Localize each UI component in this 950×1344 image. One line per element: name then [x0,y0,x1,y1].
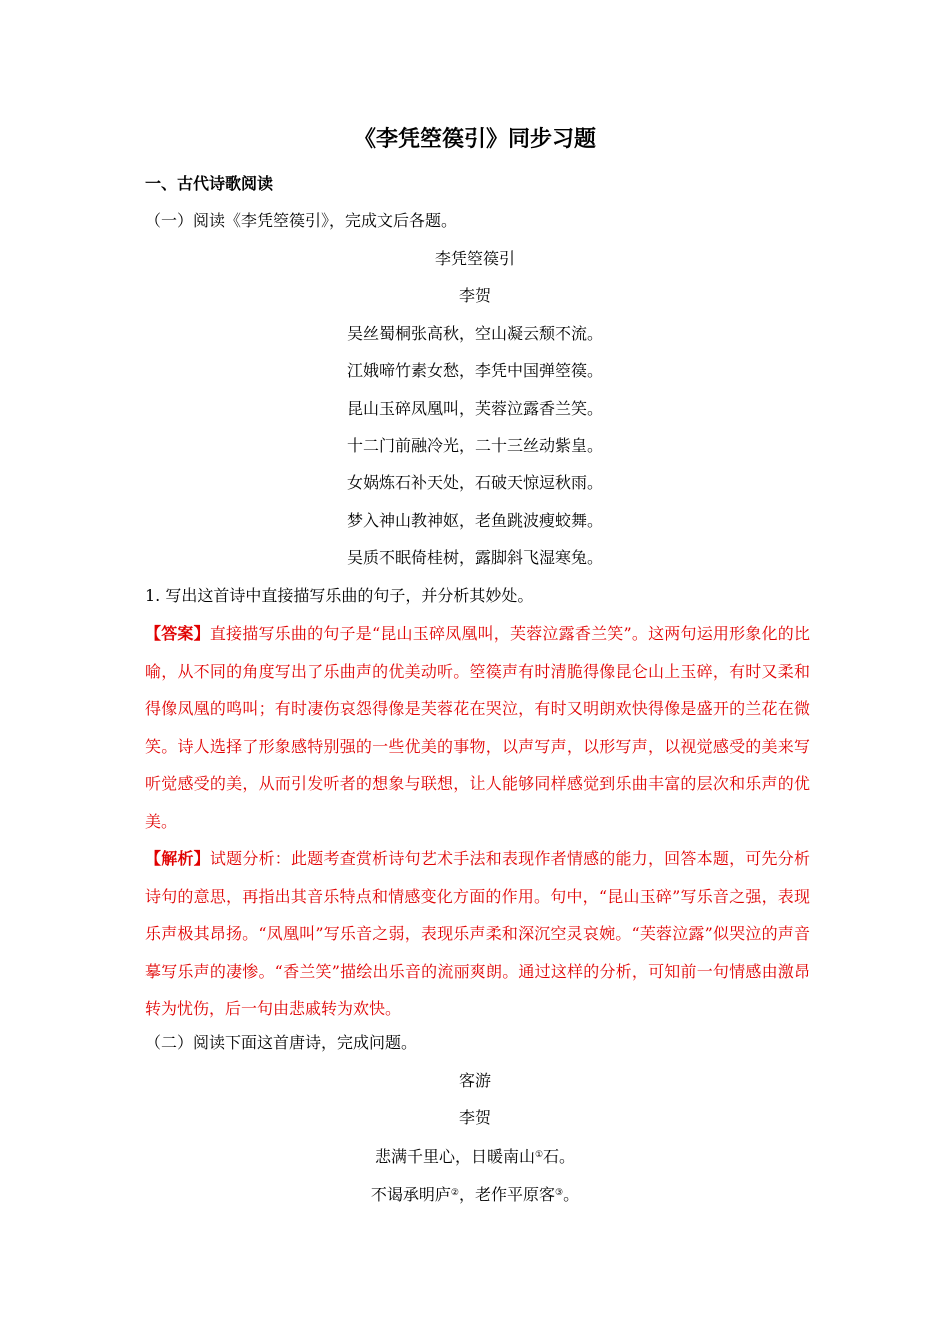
page-title: 《李凭箜篌引》同步习题 [353,127,596,152]
poem1-line: 梦入神山教神妪，老鱼跳波瘦蛟舞。 [346,511,603,530]
analysis-text: 试题分析：此题考查赏析诗句艺术手法和表现作者情感的能力，回答本题，可先分析诗句的意思，再指出其音乐特点和情感变化方面的作用。句中，“昆山玉碎”写乐音之强，表现乐声极其昂扬。“凤凰叫”写乐音之弱，表现乐声柔和深沉空灵哀婉。“芙蓉泣露”似哭泣的声音摹写乐声的凄惨。“香兰笑”描绘出乐音的流丽爽朗。通过这样的分析，可知前一句情感由激昂转为忧伤，后一句由悲戚转为欢快。 [145,849,810,1018]
part2-intro: （二）阅读下面这首唐诗，完成问题。 [145,1033,418,1052]
section-heading: 一、古代诗歌阅读 [145,174,274,193]
analysis-block [145,840,810,1028]
poem2-line-text: ，老作平原客 [458,1185,555,1204]
poem2-line [0,1143,950,1169]
footnote-marker: ① [534,1150,544,1160]
poem2-title: 客游 [458,1071,491,1090]
poem2-line-text: 不谒承明庐 [370,1185,451,1204]
answer-text: 直接描写乐曲的句子是“昆山玉碎凤凰叫，芙蓉泣露香兰笑”。这两句运用形象化的比喻，从不同的角度写出了乐曲声的优美动听。箜篌声有时清脆得像昆仑山上玉碎，有时又柔和得像凤凰的鸣叫；有时凄伤哀怨得像是芙蓉花在哭泣，有时又明朗欢快得像是盛开的兰花在微笑。诗人选择了形象感特别强的一些优美的事物，以声写声，以形写声，以视觉感受的美来写听觉感受的美，从而引发听者的想象与联想，让人能够同样感觉到乐曲丰富的层次和乐声的优美。 [145,624,810,831]
footnote-marker: ③ [555,1188,564,1198]
answer-tag: 【答案】 [145,624,210,643]
poem1-line: 吴丝蜀桐张高秋，空山凝云颓不流。 [346,324,603,343]
poem2-line-text: 石。 [543,1147,576,1166]
part1-intro: （一）阅读《李凭箜篌引》，完成文后各题。 [145,211,458,230]
poem1-title: 李凭箜篌引 [434,249,515,268]
footnote-marker: ② [450,1188,459,1198]
poem2-line-text: 。 [563,1185,580,1204]
poem1-line: 吴质不眠倚桂树，露脚斜飞湿寒兔。 [346,548,603,567]
poem2-author: 李贺 [458,1108,491,1127]
analysis-tag: 【解析】 [145,849,210,868]
poem1-line: 十二门前融冷光，二十三丝动紫皇。 [346,436,603,455]
poem1-line: 女娲炼石补天处，石破天惊逗秋雨。 [346,473,603,492]
poem1-line: 昆山玉碎凤凰叫，芙蓉泣露香兰笑。 [346,399,603,418]
poem2-line [0,1181,950,1207]
poem1-author: 李贺 [458,286,491,305]
poem2-line-text: 悲满千里心，日暖南山 [374,1147,535,1166]
poem1-line: 江娥啼竹素女愁，李凭中国弹箜篌。 [346,361,603,380]
question-1: 1. 写出这首诗中直接描写乐曲的句子，并分析其妙处。 [145,586,534,605]
answer-block [145,615,810,840]
